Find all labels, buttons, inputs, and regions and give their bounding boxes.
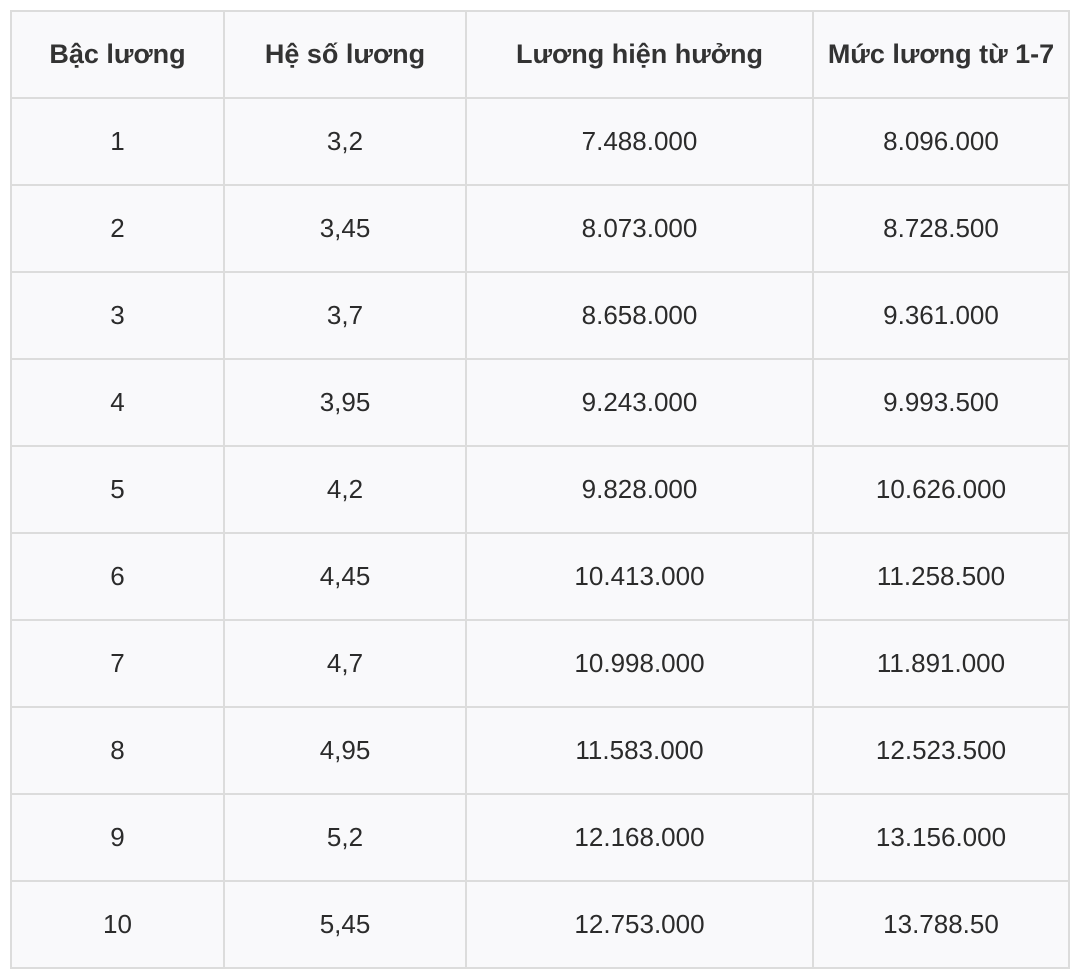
header-luong-hien-huong: Lương hiện hưởng: [466, 11, 813, 98]
cell-he-so: 3,7: [224, 272, 466, 359]
table-row: [11, 794, 1069, 881]
cell-bac: 10: [11, 881, 224, 968]
cell-luong-hien-huong: 9.828.000: [466, 446, 813, 533]
table-row: [11, 620, 1069, 707]
table-row: [11, 98, 1069, 185]
cell-he-so: 5,2: [224, 794, 466, 881]
cell-bac: 6: [11, 533, 224, 620]
cell-muc-luong: 10.626.000: [813, 446, 1069, 533]
cell-muc-luong: 11.891.000: [813, 620, 1069, 707]
cell-luong-hien-huong: 10.413.000: [466, 533, 813, 620]
cell-bac: 7: [11, 620, 224, 707]
header-muc-luong: Mức lương từ 1-7: [813, 11, 1069, 98]
table-row: [11, 272, 1069, 359]
cell-luong-hien-huong: 10.998.000: [466, 620, 813, 707]
table-row: [11, 533, 1069, 620]
cell-he-so: 5,45: [224, 881, 466, 968]
cell-muc-luong: 9.361.000: [813, 272, 1069, 359]
cell-luong-hien-huong: 8.073.000: [466, 185, 813, 272]
cell-bac: 2: [11, 185, 224, 272]
cell-luong-hien-huong: 7.488.000: [466, 98, 813, 185]
cell-bac: 8: [11, 707, 224, 794]
table-header-row: [11, 11, 1069, 98]
cell-bac: 1: [11, 98, 224, 185]
cell-bac: 9: [11, 794, 224, 881]
cell-he-so: 4,7: [224, 620, 466, 707]
cell-muc-luong: 13.788.50: [813, 881, 1069, 968]
cell-muc-luong: 12.523.500: [813, 707, 1069, 794]
table-row: [11, 359, 1069, 446]
cell-he-so: 4,2: [224, 446, 466, 533]
table-row: [11, 185, 1069, 272]
cell-he-so: 3,95: [224, 359, 466, 446]
table-row: [11, 446, 1069, 533]
cell-he-so: 4,95: [224, 707, 466, 794]
cell-luong-hien-huong: 8.658.000: [466, 272, 813, 359]
cell-muc-luong: 9.993.500: [813, 359, 1069, 446]
cell-luong-hien-huong: 9.243.000: [466, 359, 813, 446]
cell-he-so: 3,45: [224, 185, 466, 272]
cell-muc-luong: 8.728.500: [813, 185, 1069, 272]
cell-luong-hien-huong: 12.753.000: [466, 881, 813, 968]
cell-he-so: 4,45: [224, 533, 466, 620]
header-he-so-luong: Hệ số lương: [224, 11, 466, 98]
cell-he-so: 3,2: [224, 98, 466, 185]
table-row: [11, 881, 1069, 968]
cell-muc-luong: 11.258.500: [813, 533, 1069, 620]
cell-luong-hien-huong: 11.583.000: [466, 707, 813, 794]
table-row: [11, 707, 1069, 794]
header-bac-luong: Bậc lương: [11, 11, 224, 98]
cell-bac: 3: [11, 272, 224, 359]
cell-muc-luong: 8.096.000: [813, 98, 1069, 185]
cell-bac: 5: [11, 446, 224, 533]
cell-muc-luong: 13.156.000: [813, 794, 1069, 881]
cell-luong-hien-huong: 12.168.000: [466, 794, 813, 881]
table-container: [10, 10, 1070, 969]
cell-bac: 4: [11, 359, 224, 446]
salary-table: [10, 10, 1070, 969]
